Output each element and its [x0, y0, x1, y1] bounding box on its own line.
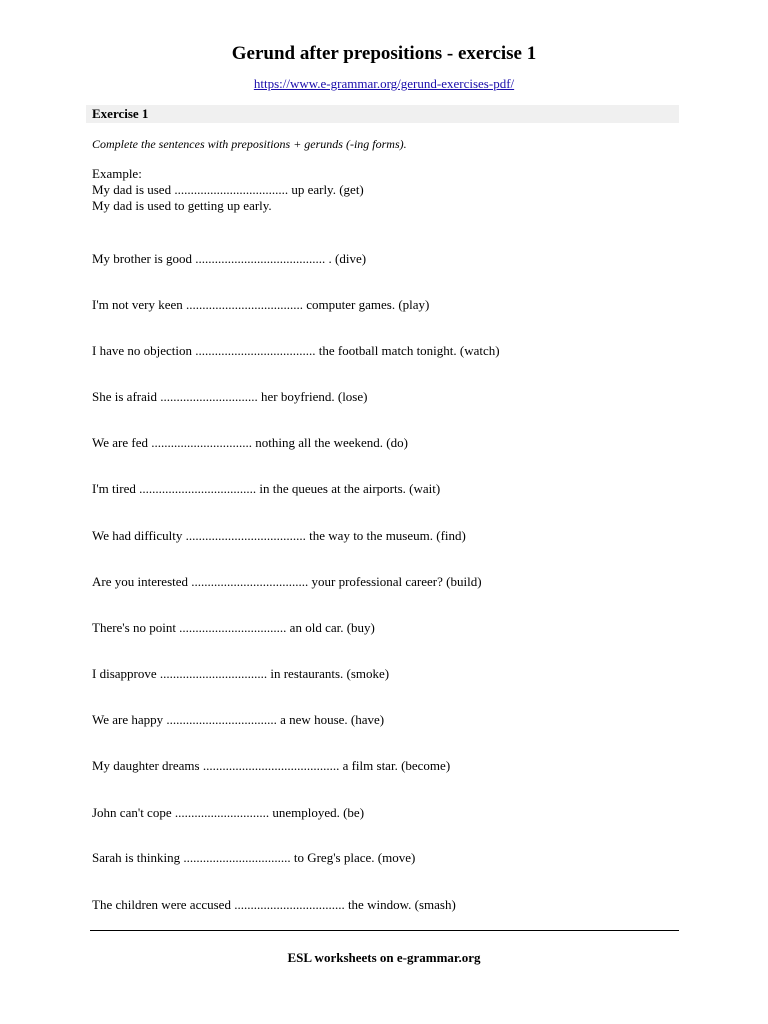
exercise-sentence-3: I have no objection ..................................... the football match tonight. (watch) [92, 343, 500, 358]
exercise-sentence-11: We are happy .................................. a new house. (have) [92, 712, 385, 727]
exercise-sentence-8: Are you interested .................................... your professional career? (build) [92, 574, 482, 589]
exercise-sentence-14: Sarah is thinking ................................. to Greg's place. (move) [92, 850, 416, 865]
exercise-sentence-1: My brother is good ........................................ . (dive) [92, 251, 367, 266]
example-question: My dad is used ................................... up early. (get) [92, 182, 364, 197]
exercise-sentence-12: My daughter dreams .......................................... a film star. (become) [92, 758, 451, 773]
exercise-sentence-6: I'm tired .................................... in the queues at the airports. (wait) [92, 481, 441, 496]
footer-text: ESL worksheets on e-grammar.org [287, 950, 481, 965]
footer-divider [90, 930, 679, 931]
exercise-sentence-7: We had difficulty ..................................... the way to the museum. (find) [92, 528, 466, 543]
exercise-sentence-10: I disapprove ................................. in restaurants. (smoke) [92, 666, 390, 681]
exercise-heading: Exercise 1 [92, 106, 149, 121]
page-title: Gerund after prepositions - exercise 1 [231, 43, 537, 64]
exercise-sentence-15: The children were accused .................................. the window. (smash) [92, 897, 456, 912]
exercise-instructions: Complete the sentences with prepositions + gerunds (-ing forms). [92, 137, 407, 151]
example-answer: My dad is used to getting up early. [92, 198, 272, 213]
exercise-sentence-2: I'm not very keen .................................... computer games. (play) [92, 297, 430, 312]
exercise-sentence-13: John can't cope ............................. unemployed. (be) [92, 805, 365, 820]
exercise-sentence-4: She is afraid .............................. her boyfriend. (lose) [92, 389, 368, 404]
source-link[interactable]: https://www.e-grammar.org/gerund-exercises-pdf/ [253, 76, 515, 91]
example-block [92, 166, 364, 214]
exercise-heading-bar [86, 105, 679, 123]
exercise-sentence-9: There's no point ................................. an old car. (buy) [92, 620, 375, 635]
example-label: Example: [92, 166, 142, 181]
exercise-sentence-5: We are fed ............................... nothing all the weekend. (do) [92, 435, 408, 450]
